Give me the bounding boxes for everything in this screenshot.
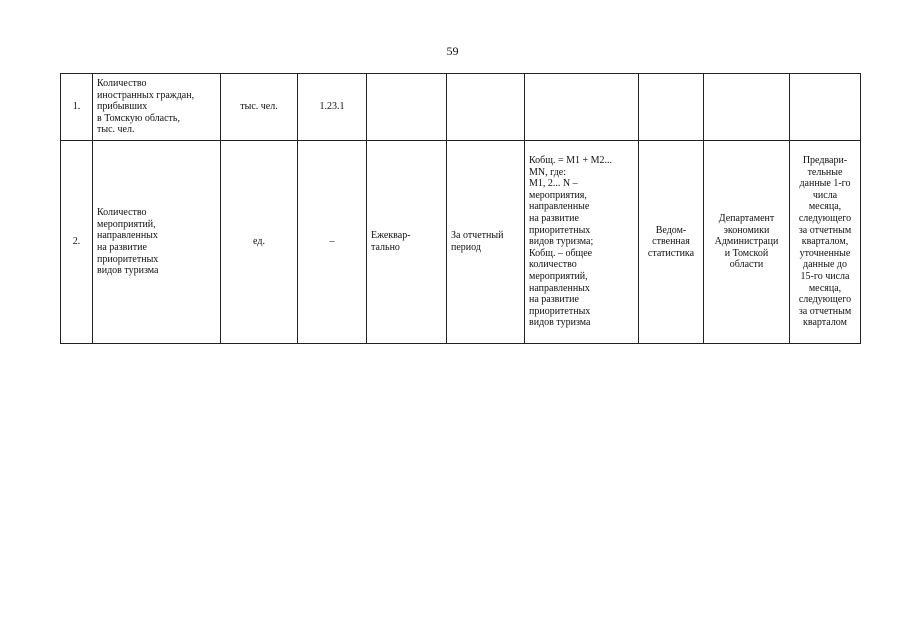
cell-period [447, 74, 525, 141]
cell-period: За отчетный период [447, 141, 525, 344]
cell-code: 1.23.1 [298, 74, 367, 141]
table-row [61, 74, 861, 141]
cell-indicator: Количество иностранных граждан, прибывших в Томскую область, тыс. чел. [93, 74, 221, 141]
cell-unit: тыс. чел. [221, 74, 298, 141]
indicators-table [60, 73, 861, 344]
cell-formula: Кобщ. = M1 + M2... MN, где: M1, 2... N – мероприятия, направленные на развитие приоритетных видов туризма; Кобщ. – общее количество мероприятий, направленных на развитие приоритетных видов туризма [525, 141, 639, 344]
cell-unit: ед. [221, 141, 298, 344]
cell-formula [525, 74, 639, 141]
cell-periodicity [367, 74, 447, 141]
cell-number: 1. [61, 74, 93, 141]
cell-code: – [298, 141, 367, 344]
table-row [61, 141, 861, 344]
cell-periodicity: Ежеквар- тально [367, 141, 447, 344]
cell-deadline [790, 74, 861, 141]
cell-source: Ведом- ственная статистика [639, 141, 704, 344]
cell-deadline: Предвари- тельные данные 1-го числа месяца, следующего за отчетным кварталом, уточненные данные до 15-го числа месяца, следующего за отчетным кварталом [790, 141, 861, 344]
cell-responsible: Департамент экономики Администраци и Томской области [704, 141, 790, 344]
page-number: 59 [446, 44, 459, 58]
cell-indicator: Количество мероприятий, направленных на развитие приоритетных видов туризма [93, 141, 221, 344]
cell-number: 2. [61, 141, 93, 344]
cell-source [639, 74, 704, 141]
cell-responsible [704, 74, 790, 141]
